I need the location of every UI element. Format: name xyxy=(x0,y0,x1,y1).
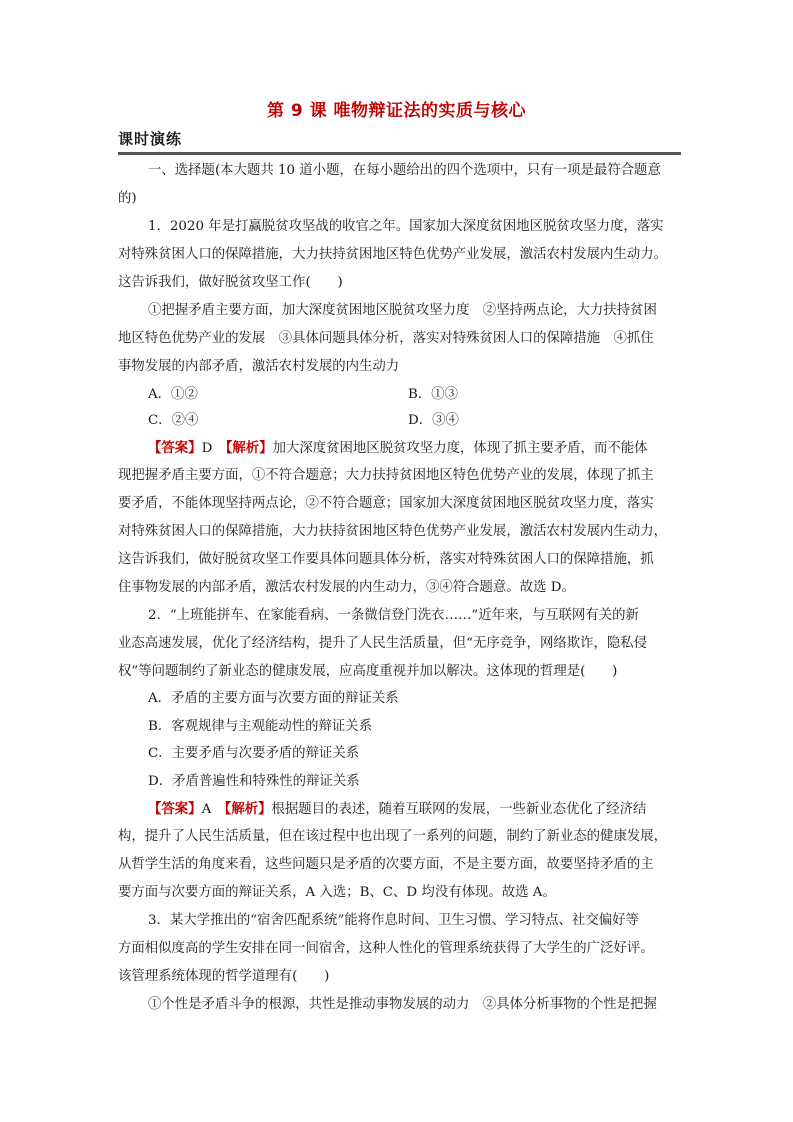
text-line: 这告诉我们，做好脱贫攻坚工作要具体问题具体分析，落实对特殊贫困人口的保障措施，抓 xyxy=(118,552,654,567)
answer-tag: 【答案】 xyxy=(148,440,202,456)
text-line: A．①② xyxy=(148,387,198,402)
answer-value: D xyxy=(201,441,226,456)
answer-value: A xyxy=(201,802,225,817)
text-line: 住事物发展的内部矛盾，激活农村发展的内生动力，③④符合题意。故选 D。 xyxy=(118,580,575,595)
text-line: 对特殊贫困人口的保障措施，大力扶持贫困地区特色优势产业发展，激活农村发展内生动力， xyxy=(118,524,668,539)
text-line: 构，提升了人民生活质量，但在该过程中也出现了一系列的问题，制约了新业态的健康发展， xyxy=(118,829,668,844)
text-line: A．矛盾的主要方面与次要方面的辩证关系 xyxy=(148,691,399,706)
text-line: C．主要矛盾与次要矛盾的辩证关系 xyxy=(148,746,360,761)
text-line: 2．“上班能拼车、在家能看病、一条微信登门洗衣……”近年来，与互联网有关的新 xyxy=(148,608,639,623)
analysis-tag: 【解析】 xyxy=(225,440,273,456)
text-line: 的) xyxy=(118,191,137,206)
text-line: 方面相似度高的学生安排在同一间宿舍，这种人性化的管理系统获得了大学生的广泛好评。 xyxy=(118,941,654,956)
text-line xyxy=(148,800,646,819)
text-line: 权”等问题制约了新业态的健康发展，应高度重视并加以解决。这体现的哲理是( ) xyxy=(118,664,618,679)
answer-tag: 【答案】 xyxy=(148,801,202,817)
text-line: 地区特色优势产业的发展 ③具体问题具体分析，落实对特殊贫困人口的保障措施 ④抓住 xyxy=(118,331,654,346)
text-line: 3．某大学推出的“宿舍匹配系统”能将作息时间、卫生习惯、学习特点、社交偏好等 xyxy=(148,913,639,928)
section-divider xyxy=(118,152,681,155)
text-line: 对特殊贫困人口的保障措施，大力扶持贫困地区特色优势产业发展，激活农村发展内生动力。 xyxy=(118,247,668,262)
text-line: 现把握矛盾主要方面，①不符合题意；大力扶持贫困地区特色优势产业的发展，体现了抓主 xyxy=(118,468,654,483)
text-line: C．②④ xyxy=(148,413,199,428)
text-line: D．③④ xyxy=(408,413,459,428)
text-line: B．客观规律与主观能动性的辩证关系 xyxy=(148,719,373,734)
text-line: 该管理系统体现的哲学道理有( ) xyxy=(118,969,330,984)
text-line: ①个性是矛盾斗争的根源，共性是推动事物发展的动力 ②具体分析事物的个性是把握 xyxy=(148,997,657,1012)
text-line: 1．2020 年是打赢脱贫攻坚战的收官之年。国家加大深度贫困地区脱贫攻坚力度，落实 xyxy=(148,219,664,234)
text-line: 这告诉我们，做好脱贫攻坚工作( ) xyxy=(118,275,343,290)
text-line: 要方面与次要方面的辩证关系，A 入选；B、C、D 均没有体现。故选 A。 xyxy=(118,885,556,900)
text-line: 要矛盾，不能体现坚持两点论，②不符合题意；国家加大深度贫困地区脱贫攻坚力度，落实 xyxy=(118,496,654,511)
analysis-tag: 【解析】 xyxy=(224,801,272,817)
text-line: 业态高速发展，优化了经济结构，提升了人民生活质量，但“无序竞争，网络欺诈，隐私侵 xyxy=(118,636,648,651)
lesson-title: 第 9 课 唯物辩证法的实质与核心 xyxy=(266,101,527,121)
text-line xyxy=(148,439,648,458)
text-line: ①把握矛盾主要方面，加大深度贫困地区脱贫攻坚力度 ②坚持两点论，大力扶持贫困 xyxy=(148,303,657,318)
text-line: D．矛盾普遍性和特殊性的辩证关系 xyxy=(148,774,360,789)
section-heading: 课时演练 xyxy=(118,130,183,148)
analysis-text: 根据题目的表述，随着互联网的发展，一些新业态优化了经济结 xyxy=(271,802,647,817)
text-line: B．①③ xyxy=(408,387,459,402)
text-line: 事物发展的内部矛盾，激活农村发展的内生动力 xyxy=(118,359,400,374)
analysis-text: 加大深度贫困地区脱贫攻坚力度，体现了抓主要矛盾，而不能体 xyxy=(272,441,648,456)
text-line: 一、选择题(本大题共 10 道小题，在每小题给出的四个选项中，只有一项是最符合题意 xyxy=(148,163,661,178)
text-line: 从哲学生活的角度来看，这些问题只是矛盾的次要方面，不是主要方面，故要坚持矛盾的主 xyxy=(118,857,654,872)
